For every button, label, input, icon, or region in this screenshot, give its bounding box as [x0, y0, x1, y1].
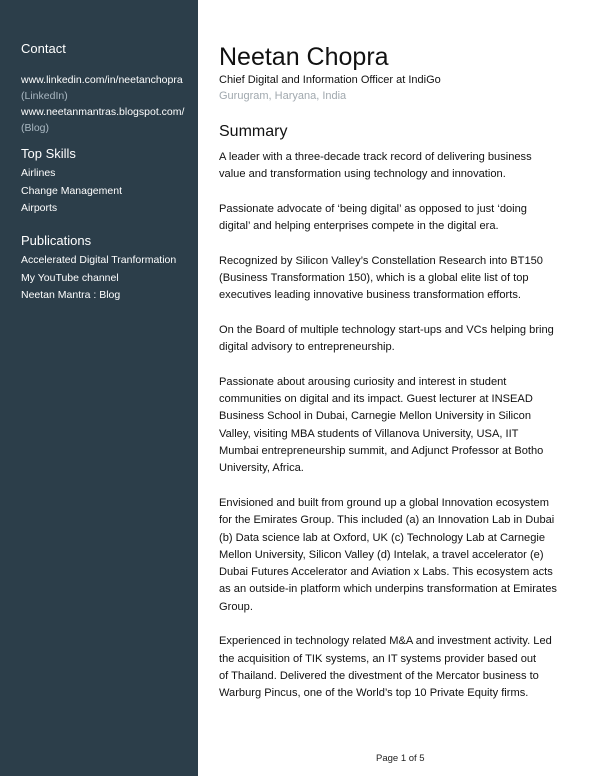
summary-line: Passionate about arousing curiosity and interest in student [219, 375, 507, 388]
summary-line: On the Board of multiple technology start-ups and VCs helping bring [219, 323, 554, 336]
contact-section [21, 41, 193, 136]
summary-line: Dubai Futures Accelerator and Aviation x Labs. This ecosystem acts [219, 566, 553, 579]
summary-line: Recognized by Silicon Valley’s Constellation Research into BT150 [219, 254, 543, 267]
summary-paragraph [219, 149, 581, 184]
skill-item: Change Management [21, 184, 122, 197]
profile-headline: Chief Digital and Information Officer at IndiGo [219, 74, 441, 86]
summary-line: A leader with a three-decade track record of delivering business [219, 151, 532, 163]
summary-line: Group. [219, 600, 253, 613]
contact-link[interactable]: www.linkedin.com/in/neetanchopra [21, 74, 183, 86]
summary-line: (b) Data science lab at Oxford, UK (c) Technology Lab at Carnegie [219, 531, 545, 544]
summary-heading: Summary [219, 123, 288, 140]
profile-name: Neetan Chopra [219, 43, 389, 71]
publication-item: Neetan Mantra : Blog [21, 289, 121, 301]
publication-item: My YouTube channel [21, 271, 119, 284]
skills-list [21, 165, 193, 218]
summary-line: Valley, visiting MBA students of Villanova University, USA, IIT [219, 427, 519, 440]
summary-line: Experienced in technology related M&A and investment activity. Led [219, 635, 552, 648]
summary-line: Mumbai entrepreneurship summit, and Adjunct Professor at Botho [219, 445, 544, 458]
page-number: Page 1 of 5 [376, 753, 425, 764]
summary-line: for the Emirates Group. This included (a) an Innovation Lab in Dubai [219, 514, 555, 527]
summary-line: digital advisory to entrepreneurship. [219, 341, 395, 354]
profile-location: Gurugram, Haryana, India [219, 90, 347, 102]
summary-line: digital’ and helping enterprises compete in the digital era. [219, 220, 499, 233]
contact-link[interactable]: www.neetanmantras.blogspot.com/ [21, 106, 185, 118]
publications-section [21, 233, 193, 305]
contact-link-label: (LinkedIn) [21, 90, 68, 102]
summary-line: the acquisition of TIK systems, an IT systems provider based out [219, 652, 537, 665]
publications-list [21, 252, 193, 305]
summary-paragraph [219, 201, 581, 236]
contact-link-label: (Blog) [21, 122, 50, 134]
summary-paragraph [219, 322, 581, 357]
summary-paragraph [219, 633, 581, 702]
summary-line: of Thailand. Delivered the divestment of the Mercator business to [219, 669, 539, 682]
summary-line: as an outside-in platform which underpins transformation at Emirates [219, 583, 557, 596]
summary-line: Envisioned and built from ground up a global Innovation ecosystem [219, 496, 549, 509]
publication-item: Accelerated Digital Tranformation [21, 254, 177, 266]
summary-line: Mellon University, Silicon Valley (d) Intelak, a travel accelerator (e) [219, 548, 544, 561]
skill-item: Airports [21, 202, 58, 214]
summary-paragraph [219, 374, 581, 478]
skills-section [21, 146, 193, 218]
summary-line: Warburg Pincus, one of the World’s top 10 Private Equity firms. [219, 687, 529, 700]
summary-line: executives leading innovative business transformation efforts. [219, 289, 521, 302]
publications-heading: Publications [21, 233, 92, 248]
contact-heading: Contact [21, 41, 66, 56]
summary-body [219, 149, 581, 720]
summary-line: communities on digital and its impact. Guest lecturer at INSEAD [219, 393, 533, 406]
skill-item: Airlines [21, 167, 56, 179]
summary-line: (Business Transformation 150), which is a global elite list of top [219, 272, 529, 285]
summary-line: value and transformation using technology and innovation. [219, 168, 506, 181]
summary-line: Business School in Dubai, Carnegie Mellon University in Silicon [219, 410, 532, 423]
summary-line: Passionate advocate of ‘being digital’ as opposed to just ‘doing [219, 202, 527, 215]
summary-paragraph [219, 495, 581, 616]
summary-line: University, Africa. [219, 462, 304, 475]
skills-heading: Top Skills [21, 146, 76, 161]
summary-paragraph [219, 253, 581, 305]
sidebar [0, 0, 198, 776]
contact-list [21, 72, 193, 136]
